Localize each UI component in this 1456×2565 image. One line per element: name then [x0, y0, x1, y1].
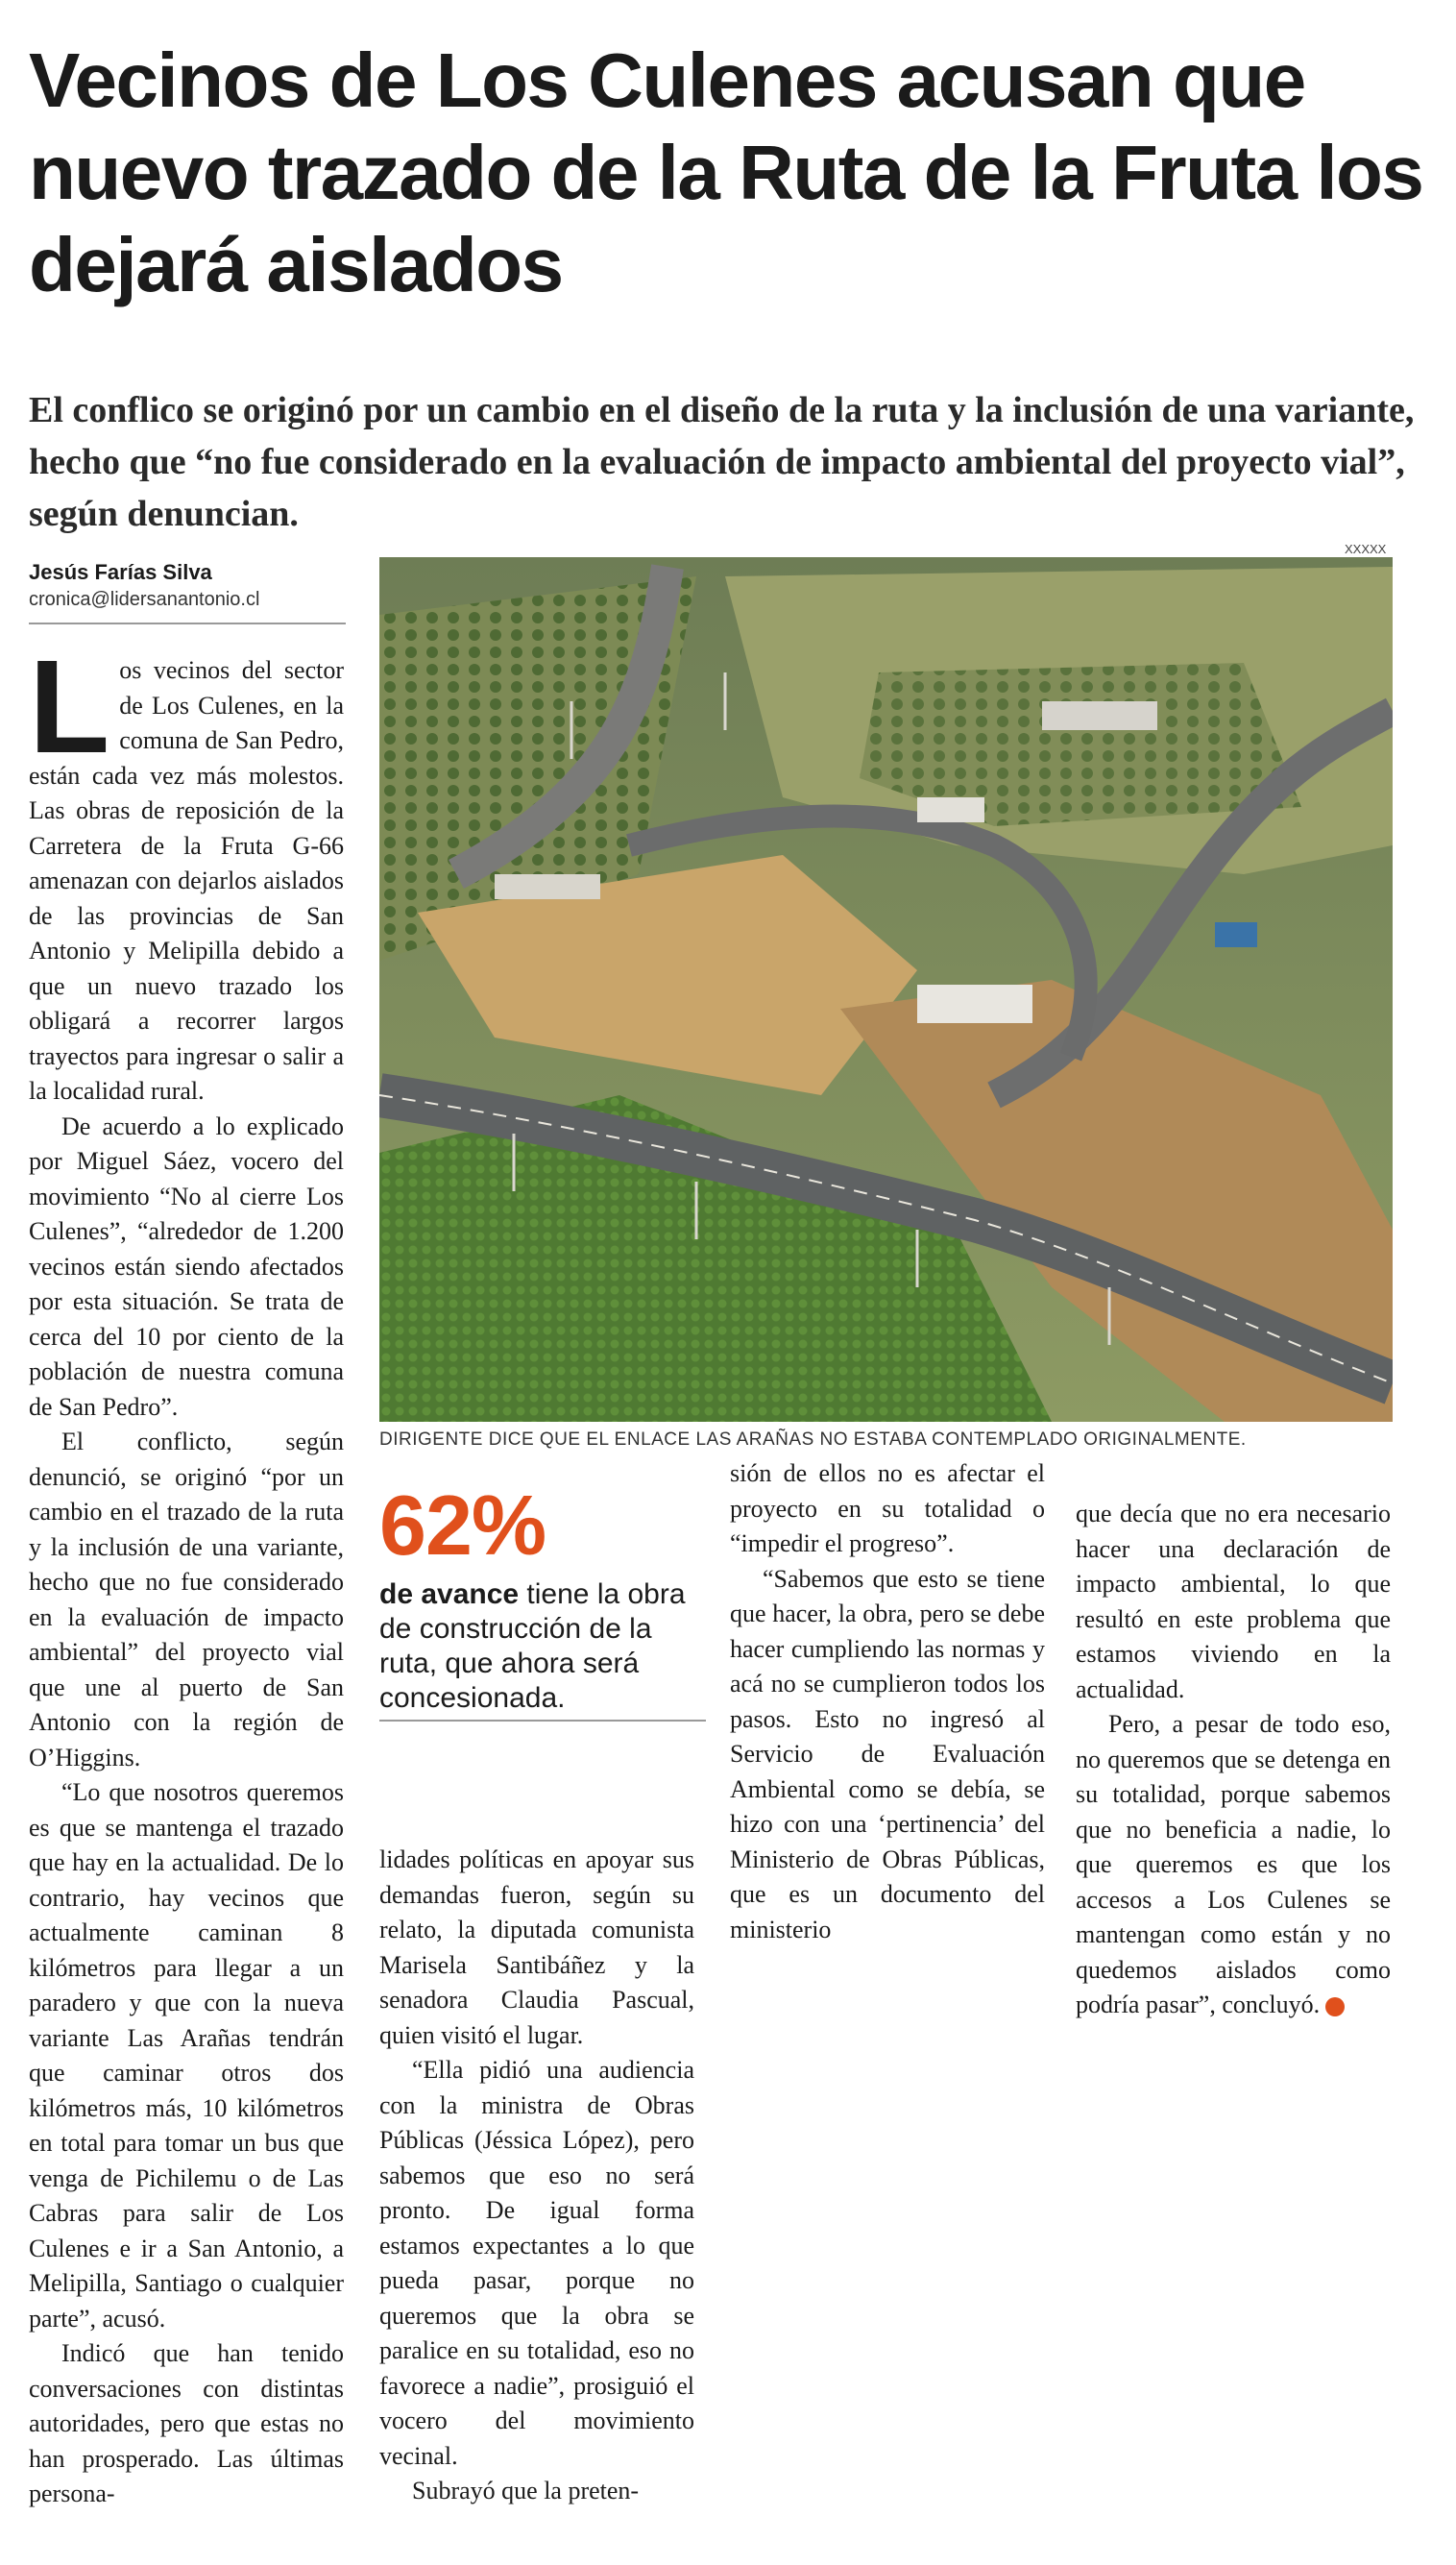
byline-author: Jesús Farías Silva: [29, 560, 212, 584]
paragraph-text: os vecinos del sector de Los Culenes, en la comuna de San Pedro, están cada vez más molestos. Las obras de reposición de la Carretera de la Fruta G-66 amenazan con dejarlos aislados de las provincias de San Antonio y Melipilla debido a que un nuevo trazado los obligará a recorrer largos trayectos para ingresar o salir a la localidad rural.: [29, 656, 344, 1105]
paragraph: El conflicto, según denunció, se originó “por un cambio en el trazado de la ruta y la inclusión de una variante, hecho que no fue considerado en la evaluación de impacto ambiental” del proyecto vial que une al puerto de San Antonio con la región de O’Higgins.: [29, 1428, 344, 1771]
paragraph: que decía que no era necesario hacer una declaración de impacto ambiental, lo que resultó en este problema que estamos viviendo en la actualidad.: [1076, 1500, 1391, 1703]
stat-number: 62%: [379, 1478, 546, 1573]
paragraph: [1076, 1707, 1391, 2023]
photo-caption: DIRIGENTE DICE QUE EL ENLACE LAS ARAÑAS NO ESTABA CONTEMPLADO ORIGINALMENTE.: [379, 1429, 1247, 1450]
stat-divider: [379, 1720, 706, 1722]
article-column-1: [29, 633, 344, 2512]
paragraph: “Ella pidió una audiencia con la ministra de Obras Públicas (Jéssica López), pero sabemos que eso no será pronto. De igual forma estamos expectantes a lo que pueda pasar, porque no queremos que la obra se paralice en su totalidad, eso no favorece a nadie”, prosiguió el vocero del movimiento vecinal.: [379, 2056, 694, 2470]
article-column-4: [1076, 1497, 1391, 2023]
paragraph: sión de ellos no es afectar el proyecto en su totalidad o “impedir el progreso”.: [730, 1459, 1045, 1557]
paragraph: [29, 633, 344, 1110]
aerial-road-illustration: [379, 557, 1393, 1422]
stat-description: [379, 1577, 706, 1716]
paragraph: lidades políticas en apoyar sus demandas fueron, según su relato, la diputada comunista Marisela Santibáñez y la senadora Claudia Pascual, quien visitó el lugar.: [379, 1845, 694, 2049]
drop-cap: L: [29, 633, 110, 781]
paragraph: “Lo que nosotros queremos es que se mantenga el trazado que hay en la actualidad. De lo contrario, hay vecinos que actualmente caminan 8 kilómetros para llegar a un paradero y que con la nueva variante Las Arañas tendrán que caminar otros dos kilómetros más, 10 kilómetros en total para tomar un bus que venga de Pichilemu o de Las Cabras para salir de Los Culenes e ir a San Antonio, a Melipilla, Santiago o cualquier parte”, acusó.: [29, 1778, 344, 2333]
subheadline: El conflico se originó por un cambio en el diseño de la ruta y la inclusión de una variante, hecho que “no fue considerado en la evaluación de impacto ambiental del proyecto vial”, según denuncian.: [29, 390, 1415, 534]
photo-credit: XXXXX: [1345, 542, 1387, 556]
paragraph: Indicó que han tenido conversaciones con distintas autoridades, pero que estas no han prosperado. Las últimas persona-: [29, 2339, 344, 2507]
paragraph: Subrayó que la preten-: [412, 2477, 640, 2504]
stat-callout: [379, 1479, 706, 1716]
headline: Vecinos de Los Culenes acusan que nuevo trazado de la Ruta de la Fruta los dejará aislados: [29, 37, 1423, 307]
article-column-2: [379, 1843, 694, 2509]
stat-lead: de avance: [379, 1578, 520, 1610]
end-of-article-icon: [1325, 1997, 1345, 2016]
byline-divider: [29, 623, 346, 624]
paragraph-text: Pero, a pesar de todo eso, no queremos que se detenga en su totalidad, porque sabemos que no beneficia a nadie, lo que queremos es que los accesos a Los Culenes se mantengan como están y no quedemos aislados como podría pasar”, concluyó.: [1076, 1710, 1391, 2018]
byline-email[interactable]: cronica@lidersanantonio.cl: [29, 589, 260, 610]
paragraph: De acuerdo a lo explicado por Miguel Sáez, vocero del movimiento “No al cierre Los Culenes”, “alrededor de 1.200 vecinos están siendo afectados por esta situación. Se trata de cerca del 10 por ciento de la población de nuestra comuna de San Pedro”.: [29, 1112, 344, 1421]
article-column-3: [730, 1456, 1045, 1947]
byline: [29, 559, 346, 613]
stat-rest: tiene la obra de construcción de la ruta, que ahora será concesionada.: [379, 1578, 686, 1714]
paragraph: “Sabemos que esto se tiene que hacer, la obra, pero se debe hacer cumpliendo las normas y acá no se cumplieron todos los pasos. Esto no ingresó al Servicio de Evaluación Ambiental como se debía, se hizo con una ‘pertinencia’ del Ministerio de Obras Públicas, que es un documento del ministerio: [730, 1564, 1045, 1943]
aerial-road-photo: [379, 557, 1393, 1422]
